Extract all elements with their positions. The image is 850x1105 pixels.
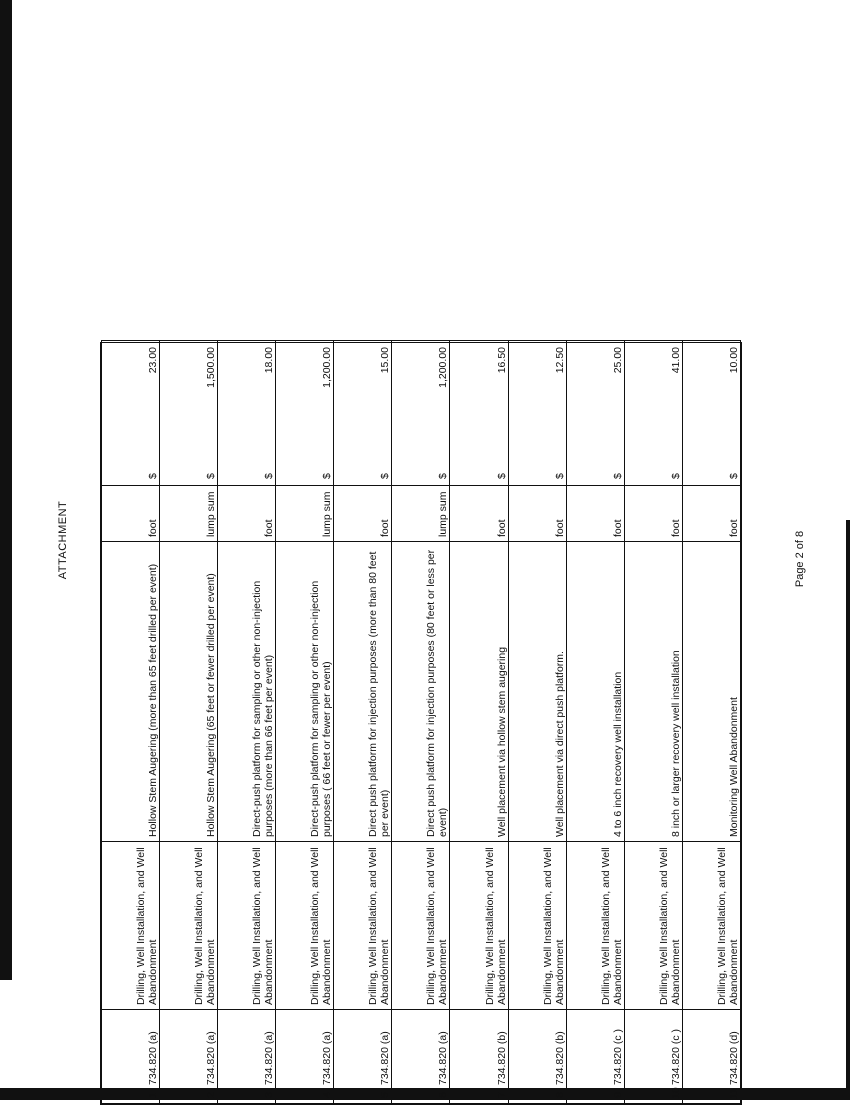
row-amount: 16.50 (495, 347, 508, 374)
row-category: Drilling, Well Installation, and Well Abandonment (682, 842, 740, 1010)
row-currency: $ (205, 473, 218, 479)
row-category: Drilling, Well Installation, and Well Abandonment (102, 842, 160, 1010)
page-heading-text: ATTACHMENT (57, 500, 69, 580)
row-citation: 734.820 (b) (508, 1010, 566, 1090)
row-unit: foot (102, 486, 160, 542)
row-unit: lump sum (276, 486, 334, 542)
row-category: Drilling, Well Installation, and Well Abandonment (276, 842, 334, 1010)
row-currency: $ (437, 473, 450, 479)
row-currency: $ (495, 473, 508, 479)
row-category: Drilling, Well Installation, and Well Abandonment (392, 842, 450, 1010)
row-amount-cell (450, 341, 508, 486)
row-category: Drilling, Well Installation, and Well Abandonment (218, 842, 276, 1010)
row-currency: $ (611, 473, 624, 479)
row-unit: foot (450, 486, 508, 542)
row-amount-cell (624, 341, 682, 486)
row-amount: 1,200.00 (437, 347, 450, 388)
row-amount-cell (334, 341, 392, 486)
row-task: Well placement via direct push platform. (508, 542, 566, 842)
row-amount-cell (682, 341, 740, 486)
row-citation: 734.820 (a) (102, 1010, 160, 1090)
row-number: 11 (682, 1090, 740, 1104)
row-citation: 734.820 (c ) (566, 1010, 624, 1090)
row-unit: foot (624, 486, 682, 542)
row-citation: 734.820 (d) (682, 1010, 740, 1090)
row-amount: 12.50 (553, 347, 566, 374)
table-row (160, 341, 218, 1104)
row-currency: $ (669, 473, 682, 479)
scan-edge-left (0, 0, 12, 980)
row-amount: 10.00 (728, 347, 740, 374)
row-category: Drilling, Well Installation, and Well Abandonment (450, 842, 508, 1010)
table-row (566, 341, 624, 1104)
table-row (508, 341, 566, 1104)
row-number: 3 (218, 1090, 276, 1104)
row-unit: lump sum (160, 486, 218, 542)
row-amount-cell (392, 341, 450, 486)
table-row (218, 341, 276, 1104)
row-category: Drilling, Well Installation, and Well Abandonment (508, 842, 566, 1010)
row-number: 5 (334, 1090, 392, 1104)
row-amount-cell (160, 341, 218, 486)
row-citation: 734.820 (a) (276, 1010, 334, 1090)
row-amount-cell (218, 341, 276, 486)
rate-table-wrapper (100, 342, 742, 1105)
row-currency: $ (147, 473, 160, 479)
row-task: 8 inch or larger recovery well installation (624, 542, 682, 842)
row-amount: 1,500.00 (205, 347, 218, 388)
row-citation: 734.820 (c ) (624, 1010, 682, 1090)
row-citation: 734.820 (a) (334, 1010, 392, 1090)
table-row (392, 341, 450, 1104)
row-unit: lump sum (392, 486, 450, 542)
row-currency: $ (263, 473, 276, 479)
row-task: Well placement via hollow stem augering (450, 542, 508, 842)
row-unit: foot (334, 486, 392, 542)
rate-table-body (102, 341, 741, 1104)
table-row (450, 341, 508, 1104)
row-unit: foot (508, 486, 566, 542)
row-task: 4 to 6 inch recovery well installation (566, 542, 624, 842)
row-citation: 734.820 (a) (218, 1010, 276, 1090)
row-amount-cell (508, 341, 566, 486)
row-unit: foot (566, 486, 624, 542)
row-number: 4 (276, 1090, 334, 1104)
row-currency: $ (553, 473, 566, 479)
row-amount-cell (276, 341, 334, 486)
row-number: 1 (102, 1090, 160, 1104)
row-amount: 25.00 (611, 347, 624, 374)
row-number: 2 (160, 1090, 218, 1104)
row-citation: 734.820 (a) (160, 1010, 218, 1090)
row-task: Direct push platform for injection purposes (80 feet or less per event) (392, 542, 450, 842)
row-number: 6 (392, 1090, 450, 1104)
row-category: Drilling, Well Installation, and Well Abandonment (624, 842, 682, 1010)
row-unit: foot (682, 486, 740, 542)
table-row (334, 341, 392, 1104)
row-task: Direct-push platform for sampling or other non-injection purposes (more than 66 feet per event) (218, 542, 276, 842)
row-task: Direct push platform for injection purposes (more than 80 feet per event) (334, 542, 392, 842)
row-amount-cell (566, 341, 624, 486)
row-task: Hollow Stem Augering (more than 65 feet drilled per event) (102, 542, 160, 842)
row-citation: 734.820 (a) (392, 1010, 450, 1090)
scan-edge-right (846, 520, 850, 1100)
row-amount-cell (102, 341, 160, 486)
row-number: 10 (624, 1090, 682, 1104)
row-amount: 23.00 (147, 347, 160, 374)
row-currency: $ (321, 473, 334, 479)
table-row (102, 341, 160, 1104)
row-unit: foot (218, 486, 276, 542)
row-currency: $ (379, 473, 392, 479)
row-amount: 18.00 (263, 347, 276, 374)
row-number: 7 (450, 1090, 508, 1104)
row-currency: $ (728, 473, 740, 479)
row-number: 9 (566, 1090, 624, 1104)
rate-table (101, 340, 741, 1104)
row-amount: 1,200.00 (321, 347, 334, 388)
table-row (682, 341, 740, 1104)
row-category: Drilling, Well Installation, and Well Abandonment (566, 842, 624, 1010)
rate-table-frame (100, 342, 742, 1105)
row-amount: 41.00 (669, 347, 682, 374)
row-category: Drilling, Well Installation, and Well Abandonment (160, 842, 218, 1010)
row-citation: 734.820 (b) (450, 1010, 508, 1090)
row-task: Monitoring Well Abandonment (682, 542, 740, 842)
table-row (624, 341, 682, 1104)
row-amount: 15.00 (379, 347, 392, 374)
row-number: 8 (508, 1090, 566, 1104)
row-category: Drilling, Well Installation, and Well Abandonment (334, 842, 392, 1010)
page-number: Page 2 of 8 (794, 530, 806, 588)
row-task: Hollow Stem Augering (65 feet or fewer drilled per event) (160, 542, 218, 842)
row-task: Direct-push platform for sampling or other non-injection purposes ( 66 feet or fewer per event) (276, 542, 334, 842)
table-row (276, 341, 334, 1104)
